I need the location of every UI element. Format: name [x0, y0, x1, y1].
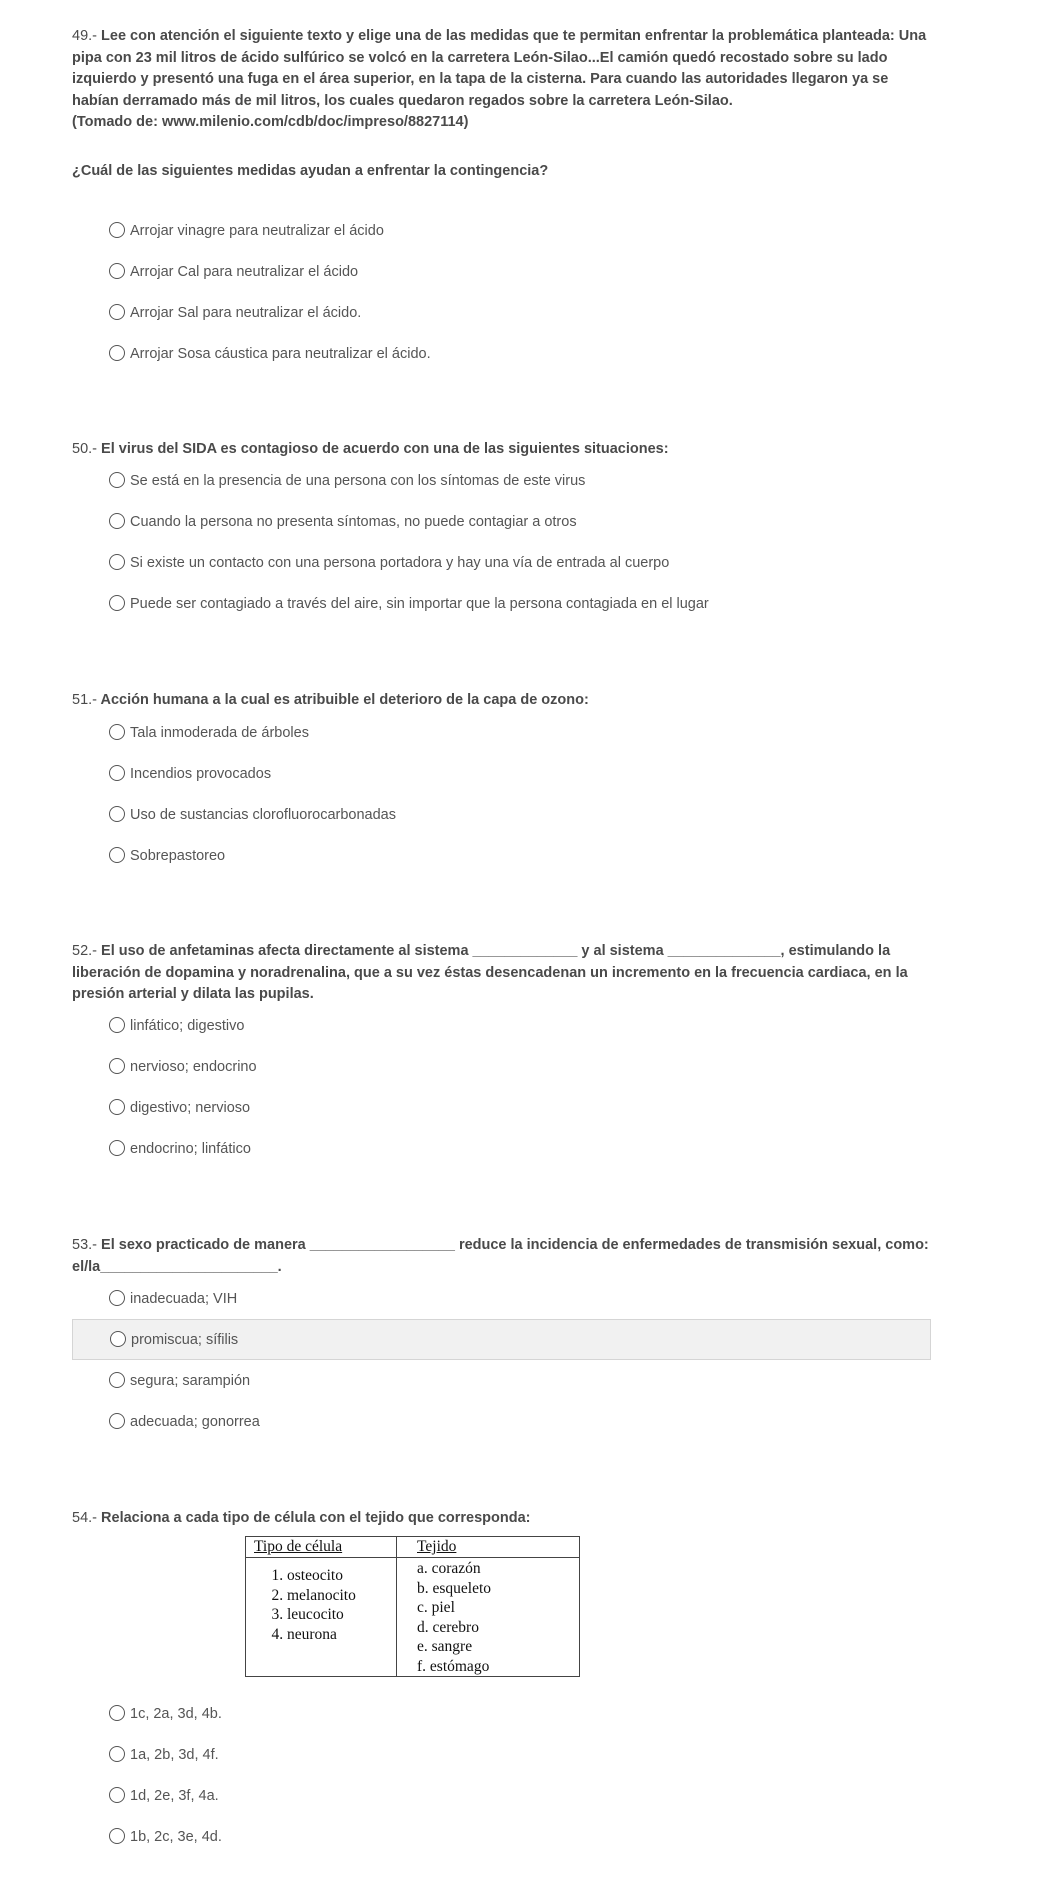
option-label: Se está en la presencia de una persona con los síntomas de este virus — [130, 472, 586, 489]
cell-type-item: 2. melanocito — [287, 1586, 396, 1606]
option-53-a[interactable] — [72, 1278, 931, 1319]
option-label: Si existe un contacto con una persona portadora y hay una vía de entrada al cuerpo — [130, 554, 670, 571]
radio-button[interactable] — [109, 1746, 125, 1762]
option-49-c[interactable] — [72, 292, 931, 333]
radio-button[interactable] — [110, 1331, 126, 1347]
option-52-a[interactable] — [72, 1005, 931, 1046]
radio-button[interactable] — [109, 1140, 125, 1156]
option-49-d[interactable] — [72, 333, 931, 374]
radio-button[interactable] — [109, 1413, 125, 1429]
option-label: inadecuada; VIH — [130, 1290, 238, 1307]
radio-button[interactable] — [109, 765, 125, 781]
question-number: 51.- — [72, 692, 97, 708]
option-label: segura; sarampión — [130, 1372, 251, 1389]
option-label: Arrojar vinagre para neutralizar el ácido — [130, 222, 384, 239]
cell-type-list — [254, 1566, 396, 1644]
option-label: Puede ser contagiado a través del aire, sin importar que la persona contagiada en el lugar — [130, 595, 709, 612]
option-52-c[interactable] — [72, 1087, 931, 1128]
option-53-d[interactable] — [72, 1401, 931, 1442]
question-statement: El uso de anfetaminas afecta directamente al sistema _____________ y al sistema ______________, estimulando la liberación de dopamina y noradrenalina, que a su vez éstas desencadenan un incremento en la frecuencia cardiaca, en la presión arterial y dilata las pupilas. — [72, 943, 908, 1002]
option-51-b[interactable] — [72, 753, 931, 794]
tissue-list — [417, 1559, 579, 1676]
radio-button[interactable] — [109, 1787, 125, 1803]
question-number: 52.- — [72, 943, 97, 959]
option-51-c[interactable] — [72, 794, 931, 835]
option-54-d[interactable] — [72, 1816, 931, 1857]
cell-type-item: 3. leucocito — [287, 1605, 396, 1625]
option-52-b[interactable] — [72, 1046, 931, 1087]
question-number: 54.- — [72, 1510, 97, 1526]
radio-button[interactable] — [109, 554, 125, 570]
radio-button[interactable] — [109, 1828, 125, 1844]
option-50-a[interactable] — [72, 460, 931, 501]
question-source: (Tomado de: www.milenio.com/cdb/doc/impreso/8827114) — [72, 114, 469, 130]
question-52-text — [72, 941, 934, 1006]
option-label: Tala inmoderada de árboles — [130, 724, 309, 741]
cell-type-column — [246, 1558, 397, 1677]
option-label: 1b, 2c, 3e, 4d. — [130, 1828, 222, 1845]
radio-button[interactable] — [109, 1058, 125, 1074]
option-54-b[interactable] — [72, 1734, 931, 1775]
radio-button[interactable] — [109, 1705, 125, 1721]
radio-button[interactable] — [109, 724, 125, 740]
option-54-a[interactable] — [72, 1693, 931, 1734]
radio-button[interactable] — [109, 1017, 125, 1033]
radio-button[interactable] — [109, 1290, 125, 1306]
option-53-b[interactable] — [72, 1319, 931, 1360]
option-50-c[interactable] — [72, 542, 931, 583]
question-number: 53.- — [72, 1237, 97, 1253]
option-label: digestivo; nervioso — [130, 1099, 251, 1116]
question-49-text — [72, 26, 934, 134]
question-54-text — [72, 1508, 934, 1530]
radio-button[interactable] — [109, 304, 125, 320]
radio-button[interactable] — [109, 472, 125, 488]
option-label: Arrojar Cal para neutralizar el ácido — [130, 263, 359, 280]
option-label: 1c, 2a, 3d, 4b. — [130, 1705, 222, 1722]
option-52-d[interactable] — [72, 1128, 931, 1169]
radio-button[interactable] — [109, 222, 125, 238]
option-label: Cuando la persona no presenta síntomas, no puede contagiar a otros — [130, 513, 577, 530]
radio-button[interactable] — [109, 513, 125, 529]
tissue-item: c. piel — [417, 1599, 455, 1616]
radio-button[interactable] — [109, 345, 125, 361]
tissue-item: a. corazón — [417, 1560, 481, 1577]
table-header-cell-type: Tipo de célula — [246, 1537, 397, 1558]
question-number: 50.- — [72, 441, 97, 457]
radio-button[interactable] — [109, 263, 125, 279]
question-statement: Lee con atención el siguiente texto y elige una de las medidas que te permitan enfrentar la problemática planteada: Una pipa con 23 mil litros de ácido sulfúrico se volcó en la carretera León-Silao...El camión quedó recostado sobre su lado izquierdo y presentó una fuga en el área superior, en la tapa de la cisterna. Para cuando las autoridades llegaron ya se habían derramado más de mil litros, los cuales quedaron regados sobre la carretera León-Silao. — [72, 28, 927, 109]
question-statement: El sexo practicado de manera __________________ reduce la incidencia de enfermedades de transmisión sexual, como: el/la______________________. — [72, 1237, 929, 1275]
radio-button[interactable] — [109, 1372, 125, 1388]
question-statement: El virus del SIDA es contagioso de acuerdo con una de las siguientes situaciones: — [101, 441, 669, 457]
option-label: linfático; digestivo — [130, 1017, 245, 1034]
question-number: 49.- — [72, 28, 97, 44]
option-51-d[interactable] — [72, 835, 931, 876]
option-label: Sobrepastoreo — [130, 847, 226, 864]
option-label: 1a, 2b, 3d, 4f. — [130, 1746, 219, 1763]
cell-type-item: 4. neurona — [287, 1625, 396, 1645]
option-49-b[interactable] — [72, 251, 931, 292]
option-label: Arrojar Sosa cáustica para neutralizar el ácido. — [130, 345, 431, 362]
question-statement: Relaciona a cada tipo de célula con el tejido que corresponda: — [101, 1510, 531, 1526]
option-label: Arrojar Sal para neutralizar el ácido. — [130, 304, 362, 321]
tissue-item: e. sangre — [417, 1638, 473, 1655]
question-50-text — [72, 439, 934, 461]
option-49-a[interactable] — [72, 210, 931, 251]
tissue-column — [397, 1558, 580, 1677]
radio-button[interactable] — [109, 1099, 125, 1115]
option-label: 1d, 2e, 3f, 4a. — [130, 1787, 219, 1804]
option-53-c[interactable] — [72, 1360, 931, 1401]
option-54-c[interactable] — [72, 1775, 931, 1816]
tissue-item: b. esqueleto — [417, 1579, 492, 1597]
option-label: promiscua; sífilis — [131, 1331, 239, 1348]
radio-button[interactable] — [109, 595, 125, 611]
tissue-item: d. cerebro — [417, 1618, 479, 1636]
tissue-item: f. estómago — [417, 1657, 490, 1675]
question-statement: Acción humana a la cual es atribuible el deterioro de la capa de ozono: — [100, 692, 589, 708]
radio-button[interactable] — [109, 847, 125, 863]
table-header-tissue: Tejido — [397, 1537, 580, 1558]
radio-button[interactable] — [109, 806, 125, 822]
cell-tissue-table — [245, 1536, 580, 1677]
question-49-subquestion: ¿Cuál de las siguientes medidas ayudan a enfrentar la contingencia? — [72, 163, 549, 179]
option-label: adecuada; gonorrea — [130, 1413, 260, 1430]
option-label: nervioso; endocrino — [130, 1058, 257, 1075]
option-label: Uso de sustancias clorofluorocarbonadas — [130, 806, 396, 823]
cell-type-item: 1. osteocito — [287, 1566, 396, 1586]
question-51-text — [72, 690, 934, 712]
option-label: Incendios provocados — [130, 765, 272, 782]
option-50-b[interactable] — [72, 501, 931, 542]
option-label: endocrino; linfático — [130, 1140, 251, 1157]
question-53-text — [72, 1235, 934, 1278]
option-51-a[interactable] — [72, 712, 931, 753]
option-50-d[interactable] — [72, 583, 931, 624]
